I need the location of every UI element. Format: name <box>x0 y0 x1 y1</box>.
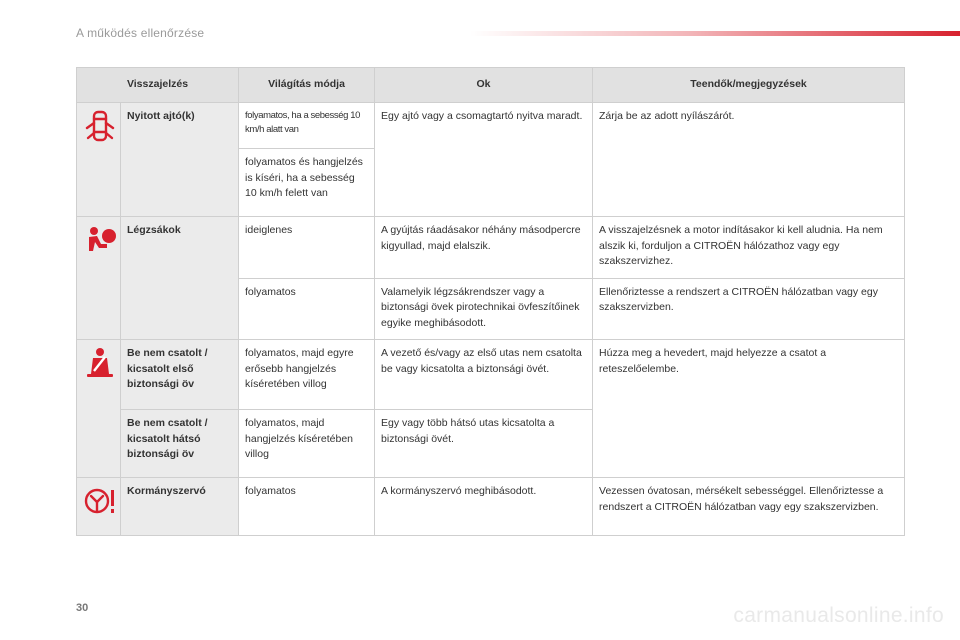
table-row <box>77 103 905 149</box>
indicator-name: Be nem csatolt / kicsatolt hátsó biztonsági öv <box>121 410 239 478</box>
lighting-mode: folyamatos <box>239 478 375 536</box>
indicator-icon-cell <box>77 478 121 536</box>
header-action: Teendők/megjegyzések <box>593 68 905 103</box>
action-text: A visszajelzésnek a motor indításakor ki kell aludnia. Ha nem alszik ki, forduljon a CITROËN hálózathoz vagy egy szakszervizhez. <box>593 217 905 279</box>
header-accent-bar <box>470 31 960 36</box>
cause-text: A vezető és/vagy az első utas nem csatolta be vagy kicsatolta a biztonsági övét. <box>375 340 593 410</box>
airbag-icon <box>83 223 117 257</box>
car-door-open-icon <box>83 109 117 143</box>
table-row <box>77 217 905 279</box>
lighting-mode: folyamatos, majd egyre erősebb hangjelzés kíséretében villog <box>239 340 375 410</box>
lighting-mode: ideiglenes <box>239 217 375 279</box>
action-text: Vezessen óvatosan, mérsékelt sebességgel. Ellenőriztesse a rendszert a CITROËN hálózatban vagy egy szakszervizben. <box>593 478 905 536</box>
cause-text: Egy vagy több hátsó utas kicsatolta a biztonsági övét. <box>375 410 593 478</box>
indicator-name: Kormányszervó <box>121 478 239 536</box>
table-row <box>77 478 905 536</box>
indicator-name: Légzsákok <box>121 217 239 340</box>
action-text: Húzza meg a hevedert, majd helyezze a csatot a reteszelőelembe. <box>593 340 905 478</box>
page-number: 30 <box>76 602 89 614</box>
indicator-icon-cell <box>77 103 121 217</box>
header-indicator: Visszajelzés <box>77 68 239 103</box>
section-title: A működés ellenőrzése <box>76 26 205 40</box>
action-text: Zárja be az adott nyílászárót. <box>593 103 905 217</box>
warning-lights-table <box>76 67 905 536</box>
lighting-mode: folyamatos, ha a sebesség 10 km/h alatt van <box>239 103 375 149</box>
header-mode: Világítás módja <box>239 68 375 103</box>
cause-text: A gyújtás ráadásakor néhány másodpercre kigyullad, majd elalszik. <box>375 217 593 279</box>
lighting-mode: folyamatos, majd hangjelzés kíséretében villog <box>239 410 375 478</box>
indicator-icon-cell <box>77 340 121 478</box>
header-cause: Ok <box>375 68 593 103</box>
lighting-mode: folyamatos és hangjelzés is kíséri, ha a sebesség 10 km/h felett van <box>239 149 375 217</box>
cause-text: Egy ajtó vagy a csomagtartó nyitva maradt. <box>375 103 593 217</box>
lighting-mode: folyamatos <box>239 278 375 340</box>
table-row <box>77 340 905 410</box>
indicator-name: Nyitott ajtó(k) <box>121 103 239 217</box>
seatbelt-icon <box>83 346 117 380</box>
cause-text: Valamelyik légzsákrendszer vagy a biztonsági övek pirotechnikai övfeszítőinek egyike meghibásodott. <box>375 278 593 340</box>
indicator-name: Be nem csatolt / kicsatolt első biztonsági öv <box>121 340 239 410</box>
power-steering-icon <box>83 484 117 518</box>
watermark: carmanualsonline.info <box>733 604 944 627</box>
table-header-row <box>77 68 905 103</box>
cause-text: A kormányszervó meghibásodott. <box>375 478 593 536</box>
indicator-icon-cell <box>77 217 121 340</box>
action-text: Ellenőriztesse a rendszert a CITROËN hálózatban vagy egy szakszervizben. <box>593 278 905 340</box>
